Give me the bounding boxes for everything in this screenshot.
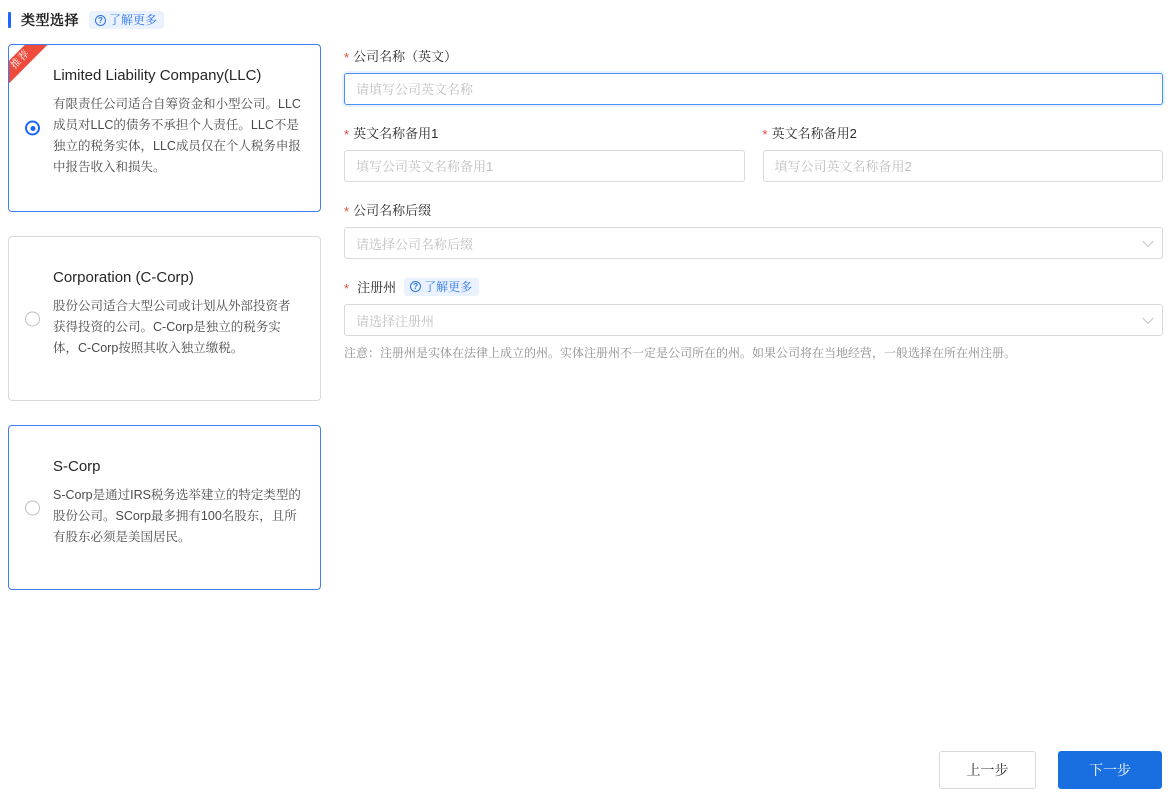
label-name-suffix-text: 公司名称后缀 xyxy=(353,203,432,218)
question-circle-icon: ? xyxy=(410,281,421,292)
alt-name-2-input[interactable] xyxy=(763,150,1164,182)
recommended-ribbon: 推荐 xyxy=(8,44,54,93)
learn-more-button[interactable] xyxy=(89,11,164,29)
field-alt-name-1 xyxy=(344,123,745,182)
card-title-scorp: S-Corp xyxy=(53,458,101,475)
card-title-llc: Limited Liability Company(LLC) xyxy=(53,67,262,84)
label-alt-name-1 xyxy=(344,123,745,142)
chevron-down-icon xyxy=(1142,236,1153,247)
learn-more-label: 了解更多 xyxy=(109,13,158,27)
company-type-card-scorp[interactable] xyxy=(8,425,321,590)
required-marker: * xyxy=(344,204,350,219)
name-suffix-value: 请选择公司名称后缀 xyxy=(356,236,474,252)
section-header xyxy=(8,10,164,30)
label-company-name-text: 公司名称（英文） xyxy=(353,49,458,64)
card-desc-llc: 有限责任公司适合自筹资金和小型公司。LLC成员对LLC的债务不承担个人责任。LLC不是独立的税务实体，LLC成员仅在个人税务申报中报告收入和损失。 xyxy=(53,97,301,174)
required-marker: * xyxy=(344,281,350,296)
label-alt-name-2 xyxy=(763,123,1164,142)
form-footer xyxy=(939,751,1162,789)
chevron-down-icon xyxy=(1142,313,1153,324)
field-register-state xyxy=(344,277,1163,362)
question-circle-icon: ? xyxy=(95,15,106,26)
card-title-ccorp: Corporation (C-Corp) xyxy=(53,269,194,286)
section-accent-bar xyxy=(8,12,11,28)
company-type-card-llc[interactable] xyxy=(8,44,321,212)
name-suffix-select[interactable] xyxy=(344,227,1163,259)
register-state-learn-more-label: 了解更多 xyxy=(424,279,473,294)
register-state-hint: 注意：注册州是实体在法律上成立的州。实体注册州不一定是公司所在的州。如果公司将在当地经营，一般选择在所在州注册。 xyxy=(344,346,1017,360)
field-company-name xyxy=(344,46,1163,105)
page-title: 类型选择 xyxy=(21,12,79,28)
required-marker: * xyxy=(344,50,350,65)
radio-llc[interactable] xyxy=(25,121,40,136)
alt-name-1-input[interactable] xyxy=(344,150,745,182)
card-desc-ccorp: 股份公司适合大型公司或计划从外部投资者获得投资的公司。C-Corp是独立的税务实体，C-Corp按照其收入独立缴税。 xyxy=(53,299,291,355)
required-marker: * xyxy=(344,127,350,142)
label-alt-name-1-text: 英文名称备用1 xyxy=(353,126,439,141)
company-info-form xyxy=(344,46,1163,380)
radio-ccorp[interactable] xyxy=(25,311,40,326)
company-name-input[interactable] xyxy=(344,73,1163,105)
company-type-card-list xyxy=(8,44,334,614)
company-type-card-ccorp[interactable] xyxy=(8,236,321,401)
alt-names-row xyxy=(344,123,1163,182)
label-company-name xyxy=(344,46,1163,65)
label-name-suffix xyxy=(344,200,1163,219)
next-step-button[interactable]: 下一步 xyxy=(1058,751,1162,789)
field-name-suffix xyxy=(344,200,1163,259)
label-register-state xyxy=(344,277,1163,296)
register-state-learn-more-button[interactable] xyxy=(404,278,479,296)
label-alt-name-2-text: 英文名称备用2 xyxy=(771,126,857,141)
card-desc-scorp: S-Corp是通过IRS税务选举建立的特定类型的股份公司。SCorp最多拥有100名股东，且所有股东必须是美国居民。 xyxy=(53,488,301,544)
register-state-select[interactable] xyxy=(344,304,1163,336)
register-state-value: 请选择注册州 xyxy=(356,313,435,329)
previous-step-button[interactable]: 上一步 xyxy=(939,751,1036,789)
radio-scorp[interactable] xyxy=(25,500,40,515)
field-alt-name-2 xyxy=(763,123,1164,182)
required-marker: * xyxy=(762,127,768,142)
label-register-state-text: 注册州 xyxy=(357,280,397,295)
